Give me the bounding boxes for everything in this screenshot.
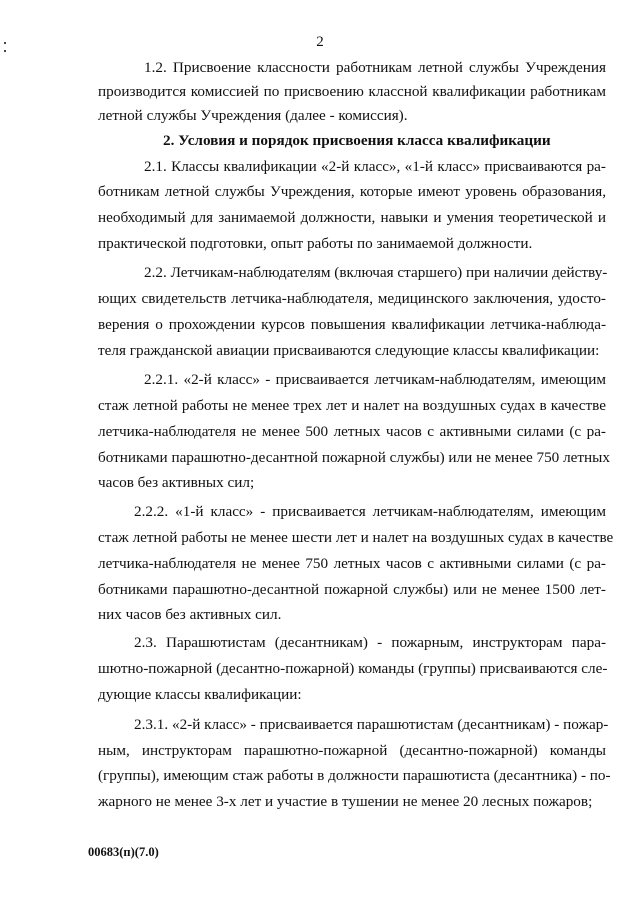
paragraph-line: 2.3. Парашютистам (десантникам) - пожарным, инструкторам пара- — [134, 634, 606, 651]
left-edge-mark — [4, 42, 6, 44]
paragraph-line: летчика-наблюдателя не менее 500 летных часов с активными силами (с ра- — [98, 423, 606, 440]
paragraph-line: 2.1. Классы квалификации «2-й класс», «1-й класс» присваиваются ра- — [144, 158, 606, 175]
paragraph-line: теля гражданской авиации присваиваются следующие классы квалификации: — [98, 342, 600, 359]
paragraph-line: жарного не менее 3-х лет и участие в тушении не менее 20 лесных пожаров; — [98, 793, 593, 810]
paragraph-line: 2.2. Летчикам-наблюдателям (включая старшего) при наличии действу- — [144, 264, 608, 281]
paragraph-line: них часов без активных сил. — [98, 606, 282, 623]
left-edge-mark — [4, 50, 6, 52]
paragraph-line: стаж летной работы не менее трех лет и налет на воздушных судах в качестве — [98, 397, 606, 414]
paragraph-line: необходимый для занимаемой должности, навыки и умения теоретической и — [98, 209, 606, 226]
paragraph-line: 2.2.2. «1-й класс» - присваивается летчикам-наблюдателям, имеющим — [134, 503, 606, 520]
paragraph-line: 2.2.1. «2-й класс» - присваивается летчикам-наблюдателям, имеющим — [144, 371, 606, 388]
paragraph-line: производится комиссией по присвоению классной квалификации работникам — [98, 83, 606, 100]
paragraph-line: верения о прохождении курсов повышения квалификации летчика-наблюда- — [98, 316, 606, 333]
footer-document-code: 00683(п)(7.0) — [88, 845, 159, 859]
paragraph-line: часов без активных сил; — [98, 474, 255, 491]
paragraph-line: ющих свидетельств летчика-наблюдателя, медицинского заключения, удосто- — [98, 290, 606, 307]
paragraph-line: дующие классы квалификации: — [98, 686, 302, 703]
paragraph-line: практической подготовки, опыт работы по занимаемой должности. — [98, 235, 533, 252]
paragraph-line: 2.3.1. «2-й класс» - присваивается парашютистам (десантникам) - пожар- — [134, 716, 609, 733]
paragraph-line: стаж летной работы не менее шести лет и налет на воздушных судах в качестве — [98, 529, 614, 546]
paragraph-line: (группы), имеющим стаж работы в должности парашютиста (десантника) - по- — [98, 767, 611, 784]
paragraph-line: ным, инструкторам парашютно-пожарной (десантно-пожарной) команды — [98, 742, 606, 759]
paragraph-line: 1.2. Присвоение классности работникам летной службы Учреждения — [144, 59, 606, 76]
paragraph-line: ботникам летной службы Учреждения, которые имеют уровень образования, — [98, 183, 606, 200]
paragraph-line: ботниками парашютно-десантной пожарной службы) или не менее 1500 лет- — [98, 581, 606, 598]
paragraph-line: летчика-наблюдателя не менее 750 летных часов с активными силами (с ра- — [98, 555, 606, 572]
section-heading: 2. Условия и порядок присвоения класса квалификации — [163, 132, 551, 149]
paragraph-line: шютно-пожарной (десантно-пожарной) команды (группы) присваиваются сле- — [98, 660, 608, 677]
paragraph-line: ботниками парашютно-десантной пожарной службы) или не менее 750 летных — [98, 449, 610, 466]
paragraph-line: летной службы Учреждения (далее - комиссия). — [98, 107, 408, 124]
page-number: 2 — [316, 34, 324, 50]
